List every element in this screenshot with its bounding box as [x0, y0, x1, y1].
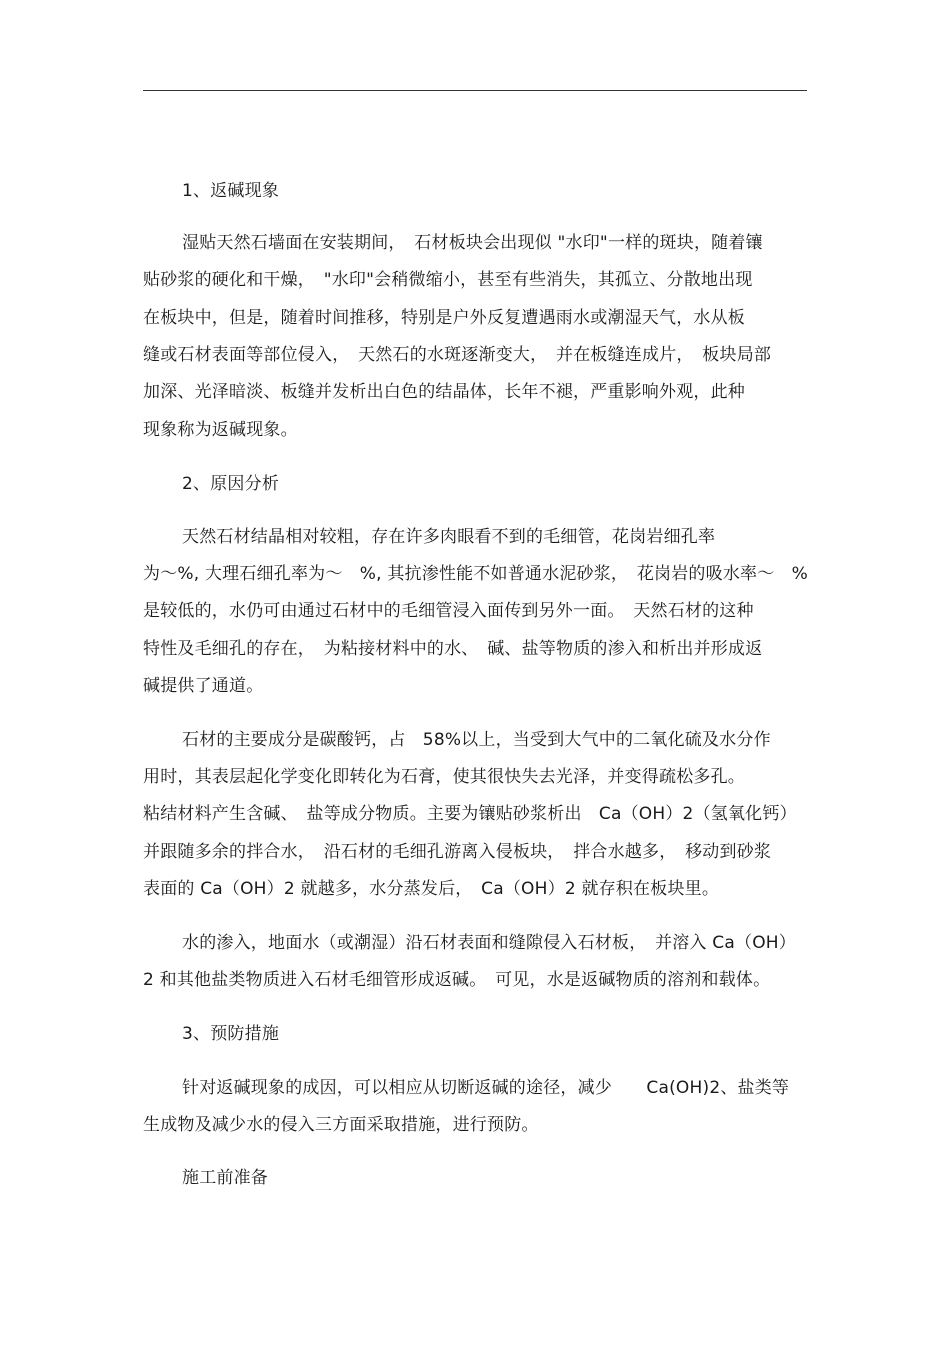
- paragraph-line: 生成物及减少水的侵入三方面采取措施，进行预防。: [143, 1115, 539, 1135]
- paragraph-line: 用时，其表层起化学变化即转化为石膏，使其很快失去光泽，并变得疏松多孔。: [143, 767, 745, 787]
- paragraph-line: 2 和其他盐类物质进入石材毛细管形成返碱。 可见，水是返碱物质的溶剂和载体。: [143, 970, 771, 990]
- paragraph-line: 碱提供了通道。: [143, 676, 264, 696]
- subsection-heading: 施工前准备: [182, 1168, 268, 1188]
- paragraph-line: 石材的主要成分是碳酸钙，占 58%以上，当受到大气中的二氧化硫及水分作: [182, 730, 771, 750]
- paragraph-line: 湿贴天然石墙面在安装期间， 石材板块会出现似 "水印"一样的斑块，随着镶: [182, 233, 763, 253]
- paragraph-line: 粘结材料产生含碱、 盐等成分物质。主要为镶贴砂浆析出 Ca（OH）2（氢氧化钙）: [143, 804, 797, 824]
- paragraph-line: 表面的 Ca（OH）2 就越多，水分蒸发后， Ca（OH）2 就存积在板块里。: [143, 879, 720, 899]
- paragraph-line: 为～%, 大理石细孔率为～ %, 其抗渗性能不如普通水泥砂浆， 花岗岩的吸水率～ %: [143, 564, 808, 584]
- paragraph-line: 特性及毛细孔的存在， 为粘接材料中的水、 碱、盐等物质的渗入和析出并形成返: [143, 639, 763, 659]
- section-heading: 2、原因分析: [182, 474, 280, 494]
- header-rule: [143, 90, 807, 91]
- paragraph-line: 在板块中，但是，随着时间推移，特别是户外反复遭遇雨水或潮湿天气，水从板: [143, 308, 745, 328]
- paragraph-line: 针对返碱现象的成因，可以相应从切断返碱的途径，减少 Ca(OH)2、盐类等: [182, 1078, 790, 1098]
- paragraph-line: 缝或石材表面等部位侵入， 天然石的水斑逐渐变大， 并在板缝连成片， 板块局部: [143, 345, 772, 365]
- section-heading: 3、预防措施: [182, 1024, 280, 1044]
- paragraph-line: 水的渗入，地面水（或潮湿）沿石材表面和缝隙侵入石材板， 并溶入 Ca（OH）: [182, 933, 796, 953]
- paragraph-line: 天然石材结晶相对较粗，存在许多肉眼看不到的毛细管，花岗岩细孔率: [182, 527, 716, 547]
- section-heading: 1、返碱现象: [182, 181, 280, 201]
- paragraph-line: 并跟随多余的拌合水， 沿石材的毛细孔游离入侵板块， 拌合水越多， 移动到砂浆: [143, 842, 772, 862]
- paragraph-line: 加深、光泽暗淡、板缝并发析出白色的结晶体，长年不褪，严重影响外观，此种: [143, 382, 745, 402]
- paragraph-line: 贴砂浆的硬化和干燥， "水印"会稍微缩小，甚至有些消失，其孤立、分散地出现: [143, 270, 753, 290]
- paragraph-line: 是较低的，水仍可由通过石材中的毛细管浸入面传到另外一面。 天然石材的这种: [143, 601, 754, 621]
- paragraph-line: 现象称为返碱现象。: [143, 420, 298, 440]
